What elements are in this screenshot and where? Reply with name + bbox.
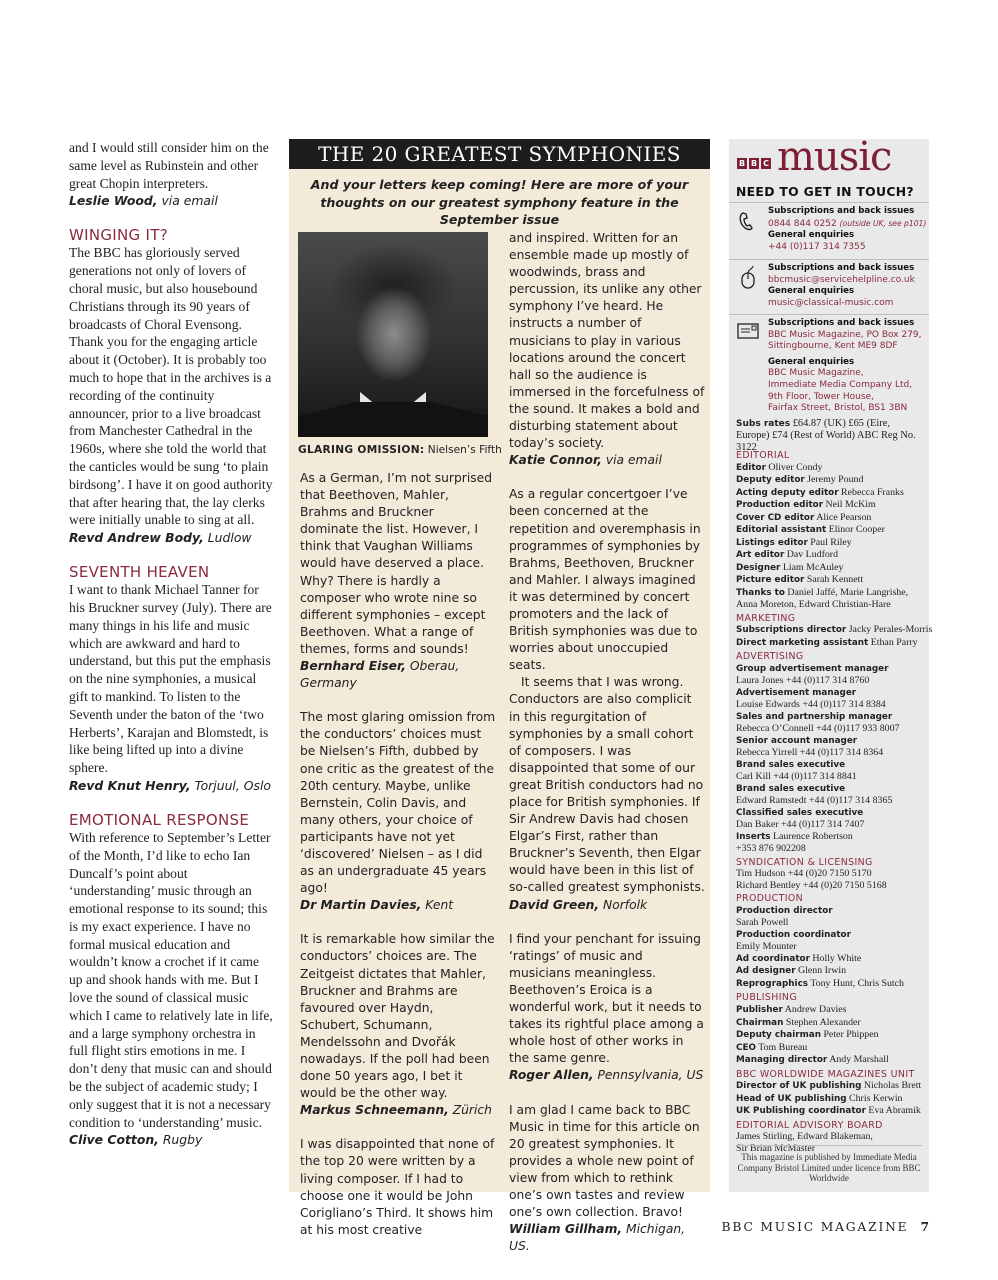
photo-caption: GLARING OMISSION: Nielsen’s Fifth [298, 444, 502, 456]
email-link[interactable]: music@classical-music.com [768, 297, 894, 308]
feature-column-right [509, 230, 705, 1255]
staff-section-heading: PUBLISHING [736, 992, 797, 1004]
contact-phone-block: Subscriptions and back issues 0844 844 0252 (outside UK, see p101) General enquiries +44 (0)117 314 7355 [729, 202, 929, 260]
staff-role: Sales and partnership manager [736, 711, 893, 722]
staff-name: Tony Hunt, Chris Sutch [810, 977, 904, 989]
staff-name: Sarah Kennett [806, 574, 864, 586]
photo-suit [298, 402, 488, 437]
staff-line [736, 831, 929, 844]
staff-name: Emily Mounter [736, 941, 797, 953]
staff-line [736, 868, 929, 880]
staff-line [736, 905, 929, 918]
staff-line [736, 1105, 929, 1118]
letter-heading: WINGING IT? [69, 226, 168, 245]
staff-role: Ad designer [736, 966, 796, 977]
letter-body: With reference to September’s Letter of the Month, I’d like to echo Ian Duncalf’s point about ‘understanding’ music through an emotional response to its sound; this is my exact experience. I have no formal musical education and wouldn’t know a crochet if it came up and shook hands with me. But I love the sound of classical music which I came to relatively late in life, and a large symphony orchestra in full flight stirs emotions in me. I don’t deny that music can and should be the subject of academic study; I only suggest that it is not a necessary condition to ‘understanding’ music. [69, 829, 273, 1130]
staff-line [736, 795, 929, 807]
feature-letter: As a regular concertgoer I’ve been concerned at the repetition and overemphasis in programmes of symphonies by Brahms, Beethoven, Bruckner and Mahler. I always imagined it was determined by concert promoters and the lack of British symphonies was due to worries about unoccupied seats. It seems that I was wrong. Conductors are also complicit in this regurgitation of symphonies by a small cohort of composers. I was disappointed that some of our great British conductors had no place for British symphonies. If Sir Andrew Davis had chosen Elgar’s First, rather than Bruckner’s Seventh, then Elgar would have been in this list of so-called greatest symphonists. David Green, Norfolk [509, 486, 705, 913]
staff-name: Neil McKim [825, 499, 876, 511]
staff-line [736, 941, 929, 953]
staff-role: Deputy chairman [736, 1030, 821, 1041]
staff-role: Managing director [736, 1055, 828, 1066]
staff-section-heading: EDITORIAL ADVISORY BOARD [736, 1119, 883, 1131]
feature-title: THE 20 GREATEST SYMPHONIES [289, 139, 710, 169]
staff-line [736, 783, 929, 796]
staff-line [736, 624, 933, 637]
letter-continued [69, 139, 274, 210]
staff-name: Laurence Robertson [773, 830, 853, 842]
staff-role: Group advertisement manager [736, 663, 889, 674]
staff-line [736, 524, 929, 537]
staff-role: Director of UK publishing [736, 1081, 862, 1092]
staff-section-heading: MARKETING [736, 612, 796, 624]
staff-role: Subscriptions director [736, 625, 847, 636]
staff-name: Tom Bureau [758, 1041, 808, 1053]
staff-line [736, 1131, 929, 1143]
staff-line [736, 929, 929, 942]
letter-signature: Katie Connor, via email [509, 453, 662, 468]
staff-role: Head of UK publishing [736, 1093, 847, 1104]
staff-name: Oliver Condy [768, 461, 823, 473]
staff-role: Production editor [736, 500, 824, 511]
letter-body: and I would still consider him on the same level as Rubinstein and other great Chopin interpreters. [69, 140, 269, 191]
staff-name: Edward Ramstedt +44 (0)117 314 8365 [736, 795, 893, 807]
letter-signature: Roger Allen, Pennsylvania, US [509, 1068, 704, 1083]
staff-line [736, 917, 929, 929]
staff-section-heading: BBC WORLDWIDE MAGAZINES UNIT [736, 1068, 915, 1080]
staff-role: Art editor [736, 550, 785, 561]
phone-number[interactable]: +44 (0)117 314 7355 [768, 241, 866, 252]
staff-line [736, 1017, 929, 1030]
staff-name: Eva Abramik [868, 1105, 921, 1117]
staff-name: Jeremy Pound [807, 474, 864, 486]
staff-name: Chris Kerwin [849, 1092, 903, 1104]
staff-name: Carl Kill +44 (0)117 314 8841 [736, 771, 857, 783]
staff-line [736, 499, 929, 512]
staff-role: Advertisement manager [736, 687, 857, 698]
staff-line [736, 1054, 929, 1067]
staff-line [736, 819, 929, 831]
feature-letter: I am glad I came back to BBC Music in time for this article on 20 greatest symphonies. It provides a whole new point of view from which to rethink one’s own tastes and review one’s own collection. Bravo! William Gillham, Michigan, US. [509, 1102, 705, 1256]
staff-section-heading: ADVERTISING [736, 651, 804, 663]
staff-role: Publisher [736, 1005, 783, 1016]
staff-line [736, 663, 929, 676]
staff-role: CEO [736, 1042, 756, 1053]
staff-line [736, 699, 929, 711]
bbc-logo-blocks: B B C [737, 158, 771, 169]
staff-line [736, 711, 929, 724]
left-letters-column [69, 139, 274, 1165]
feature-letter: The most glaring omission from the conductors’ choices must be Nielsen’s Fifth, dubbed by one critic as the greatest of the 20th century. Maybe, unlike Bernstein, Colin Davis, and many others, your choice of participants have not yet ‘discovered’ Nielsen – as I did as an undergraduate 45 years ago! Dr Martin Davies, Kent [300, 709, 496, 914]
letter-signature: Revd Andrew Body, Ludlow [69, 530, 252, 546]
staff-name: Stephen Alexander [785, 1016, 861, 1028]
staff-name: Rebecca Yirrell +44 (0)117 314 8364 [736, 747, 884, 759]
feature-intro: And your letters keep coming! Here are more of your thoughts on our greatest symphony feature in the September issue [310, 177, 689, 228]
staff-role: Cover CD editor [736, 512, 815, 523]
staff-role: Production director [736, 905, 833, 916]
letter-signature: William Gillham, Michigan, US. [509, 1222, 686, 1254]
staff-name: Andrew Davies [784, 1004, 847, 1016]
staff-line [736, 747, 929, 759]
staff-line [736, 1004, 929, 1017]
staff-line [736, 574, 929, 587]
subscription-rates: Subs rates £64.87 (UK) £65 (Eire, Europe) £74 (Rest of World) ABC Reg No. 3122 [736, 418, 916, 453]
staff-name: Andy Marshall [829, 1054, 889, 1066]
letter-heading: EMOTIONAL RESPONSE [69, 810, 250, 829]
staff-role: Chairman [736, 1017, 784, 1028]
staff-role: Designer [736, 562, 781, 573]
feature-letter: As a German, I’m not surprised that Beethoven, Mahler, Brahms and Bruckner dominate the list. However, I think that Vaughan Williams would have deserved a place. Why? There is hardly a composer who wrote nine so different symphonies – except Beethoven. What a range of themes, forms and sounds! Bernhard Eiser, Oberau, Germany [300, 470, 496, 692]
staff-name: Alice Pearson [816, 511, 872, 523]
staff-role: Senior account manager [736, 735, 858, 746]
feature-letter: It is remarkable how similar the conductors’ choices are. The Zeitgeist dictates that Mahler, Bruckner and Brahms are favoured over Haydn, Schubert, Schumann, Mendelssohn and Dvořák nowadays. If the poll had been done 50 years ago, I bet it would be the other way. Markus Schneemann, Zürich [300, 931, 496, 1119]
feature-box [289, 139, 710, 1254]
feature-letter: and inspired. Written for an ensemble made up mostly of woodwinds, brass and percussion, its unlike any other symphony I’ve heard. He instructs a number of musicians to play in various locations around the concert hall so the audience is immersed in the forcefulness of the sound. It makes a bold and disturbing statement about today’s society. Katie Connor, via email [509, 230, 705, 469]
staff-section-heading: PRODUCTION [736, 893, 804, 905]
contact-post-block: Subscriptions and back issues BBC Music Magazine, PO Box 279, Sittingbourne, Kent ME9 8DF General enquiries BBC Music Magazine, Immediate Media Company Ltd, 9th Floor, Tower House, Fairfax Street, Bristol, BS1 3BN [729, 314, 929, 413]
staff-line [736, 807, 929, 820]
letter-heading: SEVENTH HEAVEN [69, 563, 210, 582]
staff-name: Dan Baker +44 (0)117 314 7407 [736, 819, 865, 831]
letter-seventh-heaven [69, 563, 274, 795]
staff-section-heading: SYNDICATION & LICENSING [736, 856, 873, 868]
letter-signature: David Green, Norfolk [509, 897, 648, 912]
staff-line [736, 843, 929, 855]
letter-signature: Dr Martin Davies, Kent [300, 898, 454, 913]
staff-line [736, 687, 929, 700]
staff-role: Brand sales executive [736, 759, 846, 770]
staff-role: UK Publishing coordinator [736, 1106, 866, 1117]
staff-line [736, 1042, 929, 1055]
letter-signature: Revd Knut Henry, Torjuul, Oslo [69, 777, 271, 793]
staff-name: +353 876 902208 [736, 843, 806, 855]
staff-role: Direct marketing assistant [736, 637, 869, 648]
composer-photo [298, 232, 488, 437]
letter-emotional-response [69, 811, 274, 1150]
mouse-icon [737, 265, 759, 289]
staff-name: Tim Hudson +44 (0)20 7150 5170 [736, 868, 872, 880]
staff-name: Louise Edwards +44 (0)117 314 8384 [736, 699, 886, 711]
letter-body: I want to thank Michael Tanner for his Bruckner survey (July). There are many things in his life and music which are awkward and hard to understand, but this put the emphasis on the nine symphonies, a musical gift to mankind. To listen to the Seventh under the baton of the ‘two Herberts’, Karajan and Blomstedt, is like being lifted up into a divine sphere. [69, 582, 272, 776]
staff-name: Laura Jones +44 (0)117 314 8760 [736, 675, 870, 687]
letter-icon [737, 321, 759, 341]
staff-role: Listings editor [736, 537, 808, 548]
feature-column-left [300, 470, 496, 1239]
contacts-sidebar [729, 134, 933, 1192]
staff-role: Editor [736, 462, 766, 473]
staff-name: Liam McAuley [782, 561, 844, 573]
staff-role: Thanks to [736, 587, 785, 598]
staff-line [736, 512, 929, 525]
staff-line [736, 587, 929, 600]
music-wordmark: music [777, 134, 892, 180]
staff-role: Deputy editor [736, 475, 805, 486]
staff-line [736, 723, 929, 735]
staff-section-heading: EDITORIAL [736, 450, 790, 461]
staff-name: Glenn Irwin [798, 965, 847, 977]
letter-signature: Clive Cotton, Rugby [69, 1132, 203, 1148]
staff-line [736, 537, 929, 550]
page-number: 7 [920, 1219, 929, 1234]
staff-role: Classified sales executive [736, 807, 864, 818]
magazine-name: BBC MUSIC MAGAZINE [721, 1220, 909, 1234]
staff-line [736, 735, 929, 748]
staff-name: Anna Moreton, Edward Christian-Hare [736, 599, 891, 611]
staff-role: Brand sales executive [736, 783, 846, 794]
staff-line [736, 474, 929, 487]
letter-winging-it [69, 226, 274, 547]
letter-signature: Markus Schneemann, Zürich [300, 1103, 492, 1118]
staff-name: Ethan Parry [870, 636, 918, 648]
contact-email-block: Subscriptions and back issues bbcmusic@servicehelpline.co.uk General enquiries music@classical-music.com [729, 259, 929, 315]
staff-line [736, 953, 929, 966]
staff-name: Nicholas Brett [863, 1080, 922, 1092]
staff-role: Inserts [736, 831, 771, 842]
phone-icon [737, 211, 759, 231]
staff-line [736, 462, 929, 475]
staff-line [736, 599, 929, 611]
staff-name: Peter Phippen [823, 1029, 879, 1041]
letter-body: The BBC has gloriously served generations not only of lovers of choral music, but also housebound Christians through its 90 years of broadcasts of Choral Evensong. Thank you for the engaging article about it (October). It is probably too much to hope that in the archives is a recording of the continuity announcer, prior to a live broadcast from Manchester Cathedral in the 1960s, where she told the world that the canticles would be sung ‘to plain birdsong’. I have it on good authority that after hearing that, the lay clerks were initially unable to sing at all. [69, 245, 273, 528]
contact-heading: NEED TO GET IN TOUCH? [736, 184, 914, 199]
feature-letter: I was disappointed that none of the top 20 were written by a living composer. If I had to choose one it would be John Corigliano’s Third. It shows him at his most creative [300, 1137, 495, 1237]
staff-name: Sarah Powell [736, 917, 789, 929]
staff-role: Ad coordinator [736, 953, 810, 964]
staff-line [736, 487, 929, 500]
staff-line [736, 965, 929, 978]
staff-name: Elinor Cooper [828, 524, 885, 536]
staff-line [736, 1029, 929, 1042]
staff-role: Reprographics [736, 978, 809, 989]
staff-line [736, 771, 929, 783]
letter-signature: Leslie Wood, via email [69, 193, 218, 209]
staff-line [736, 637, 929, 650]
staff-name: Rebecca Franks [841, 486, 904, 498]
staff-line [736, 759, 929, 772]
staff-name: Richard Bentley +44 (0)20 7150 5168 [736, 879, 887, 891]
staff-name: Holly White [812, 952, 862, 964]
staff-role: Production coordinator [736, 929, 851, 940]
staff-credits [736, 448, 933, 1154]
staff-name: Dav Ludford [786, 549, 839, 561]
letter-signature: Bernhard Eiser, Oberau, Germany [300, 659, 460, 691]
staff-name: Daniel Jaffé, Marie Langrishe, [787, 586, 909, 598]
staff-line [736, 1080, 929, 1093]
staff-line [736, 978, 929, 991]
feature-letter: I find your penchant for issuing ‘ratings’ of music and musicians meaningless. Beethoven’s Eroica is a wonderful work, but it needs to takes its rightful place among a whole host of other works in the same genre. Roger Allen, Pennsylvania, US [509, 931, 705, 1085]
staff-line [736, 562, 929, 575]
staff-line [736, 1093, 929, 1106]
staff-line [736, 880, 929, 892]
staff-line [736, 675, 929, 687]
staff-role: Editorial assistant [736, 525, 827, 536]
staff-name: Rebecca O’Connell +44 (0)117 933 8007 [736, 723, 900, 735]
staff-line [736, 549, 929, 562]
staff-name: James Stirling, Edward Blakeman, [736, 1131, 873, 1143]
staff-name: Sir Brian McMaster [736, 1142, 815, 1154]
staff-name: Jacky Perales-Morris [848, 624, 933, 636]
staff-name: Paul Riley [810, 536, 852, 548]
page-footer [722, 1219, 929, 1234]
email-link[interactable]: bbcmusic@servicehelpline.co.uk [768, 274, 915, 285]
staff-role: Acting deputy editor [736, 487, 839, 498]
staff-role: Picture editor [736, 575, 805, 586]
publisher-note: This magazine is published by Immediate Media Company Bristol Limited under licence from BBC Worldwide [736, 1145, 922, 1184]
